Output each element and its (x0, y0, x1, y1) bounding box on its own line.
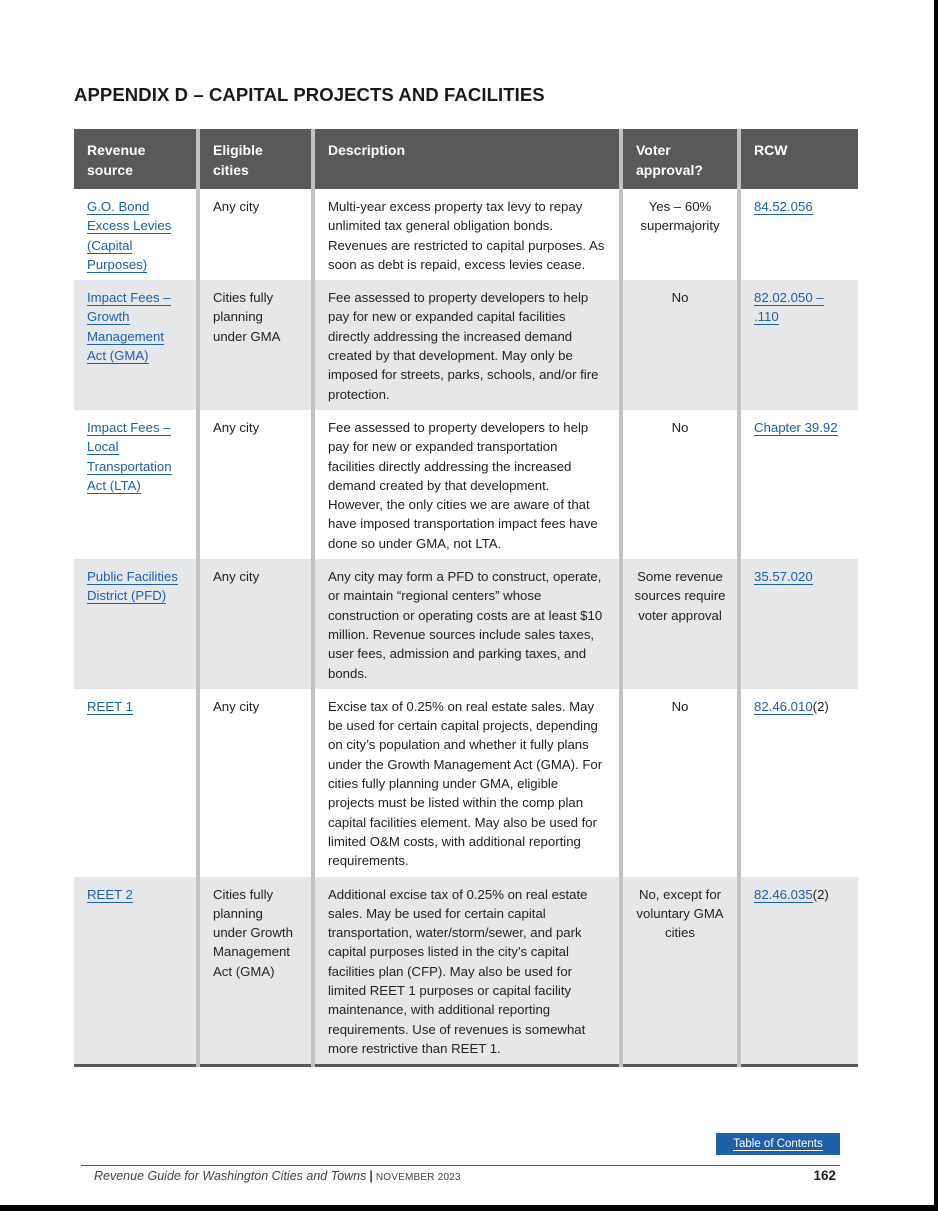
rcw-link[interactable]: 35.57.020 (754, 569, 813, 585)
revenue-source-cell (74, 189, 198, 280)
rcw-suffix: (2) (812, 886, 829, 902)
revenue-source-cell (74, 877, 198, 1066)
voter-approval-cell: No, except for voluntary GMA cities (621, 877, 739, 1066)
revenue-source-cell (74, 689, 198, 877)
revenue-source-link[interactable]: Impact Fees – Local Transportation Act (LTA) (87, 419, 172, 493)
rcw-link[interactable]: 84.52.056 (754, 199, 813, 214)
eligible-cities-cell: Cities fully planning under Growth Management Act (GMA) (198, 877, 313, 1066)
eligible-cities-cell: Any city (198, 689, 313, 877)
footer-publication (94, 1169, 461, 1183)
table-row (74, 689, 858, 877)
toc-label: Table of Contents (733, 1138, 823, 1150)
eligible-cities-cell: Any city (198, 189, 313, 280)
description-cell: Fee assessed to property developers to help pay for new or expanded capital facilities directly addressing the increased demand created by that development. May only be imposed for streets, parks, schools, and/or fire protection. (313, 280, 621, 410)
revenue-source-link[interactable]: Public Facilities District (PFD) (87, 569, 178, 604)
rcw-link[interactable]: 82.46.035 (754, 886, 813, 902)
eligible-cities-cell: Any city (198, 559, 313, 689)
rcw-cell (739, 189, 858, 280)
table-row (74, 559, 858, 689)
eligible-cities-cell: Any city (198, 410, 313, 559)
description-cell: Multi-year excess property tax levy to repay unlimited tax general obligation bonds. Revenues are restricted to capital purposes. As soon as debt is repaid, excess levies cease. (313, 189, 621, 280)
rcw-cell (739, 280, 858, 410)
header-revenue-source: Revenue source (74, 129, 198, 189)
rcw-link[interactable]: 82.02.050 – .110 (754, 290, 824, 325)
revenue-source-link[interactable]: REET 2 (87, 886, 133, 902)
footer-separator: | (369, 1169, 373, 1183)
rcw-cell (739, 559, 858, 689)
revenue-source-cell (74, 559, 198, 689)
header-description: Description (313, 129, 621, 189)
revenue-source-cell (74, 410, 198, 559)
rcw-cell (739, 689, 858, 877)
rcw-suffix: (2) (812, 698, 829, 714)
description-cell: Fee assessed to property developers to help pay for new or expanded transportation facilities directly addressing the increased demand created by that development. However, the only cities we are aware of that have imposed transportation impact fees have done so under GMA, not LTA. (313, 410, 621, 559)
description-cell: Any city may form a PFD to construct, operate, or maintain “regional centers” whose construction or operating costs are at least $10 million. Revenue sources include sales taxes, user fees, admission and parking taxes, and bonds. (313, 559, 621, 689)
header-eligible-cities: Eligible cities (198, 129, 313, 189)
revenue-source-link[interactable]: Impact Fees – Growth Management Act (GMA) (87, 290, 171, 364)
voter-approval-cell: Some revenue sources require voter approval (621, 559, 739, 689)
voter-approval-cell: No (621, 410, 739, 559)
voter-approval-cell: No (621, 689, 739, 877)
voter-approval-cell: Yes – 60% supermajority (621, 189, 739, 280)
table-of-contents-button[interactable] (716, 1133, 840, 1155)
publication-date: NOVEMBER 2023 (375, 1172, 461, 1183)
rcw-link[interactable]: 82.46.010 (754, 698, 813, 714)
revenue-source-cell (74, 280, 198, 410)
voter-approval-cell: No (621, 280, 739, 410)
capital-projects-table (74, 129, 858, 1067)
table-row (74, 189, 858, 280)
rcw-cell (739, 877, 858, 1066)
header-voter-approval: Voter approval? (621, 129, 739, 189)
table-row (74, 877, 858, 1066)
eligible-cities-cell: Cities fully planning under GMA (198, 280, 313, 410)
page-number: 162 (813, 1168, 836, 1183)
publication-title: Revenue Guide for Washington Cities and Towns (94, 1169, 367, 1183)
table-row (74, 280, 858, 410)
revenue-source-link[interactable]: G.O. Bond Excess Levies (Capital Purposes) (87, 199, 172, 272)
header-rcw: RCW (739, 129, 858, 189)
footer-divider (81, 1165, 840, 1166)
revenue-source-link[interactable]: REET 1 (87, 698, 133, 714)
table-row (74, 410, 858, 559)
table-header-row (74, 129, 858, 189)
rcw-cell (739, 410, 858, 559)
description-cell: Excise tax of 0.25% on real estate sales. May be used for certain capital projects, depending on city’s population and whether it fully plans under the Growth Management Act (GMA). For cities fully planning under GMA, eligible projects must be listed within the comp plan capital facilities element. May also be used for limited O&M costs, with additional reporting requirements. (313, 689, 621, 877)
description-cell: Additional excise tax of 0.25% on real estate sales. May be used for certain capital transportation, water/storm/sewer, and park capital purposes listed in the city’s capital facilities plan (CFP). May also be used for limited REET 1 purposes or capital facility maintenance, with additional reporting requirements. Use of revenues is somewhat more restrictive than REET 1. (313, 877, 621, 1066)
rcw-link[interactable]: Chapter 39.92 (754, 419, 838, 435)
page-title: APPENDIX D – CAPITAL PROJECTS AND FACILITIES (74, 84, 545, 105)
